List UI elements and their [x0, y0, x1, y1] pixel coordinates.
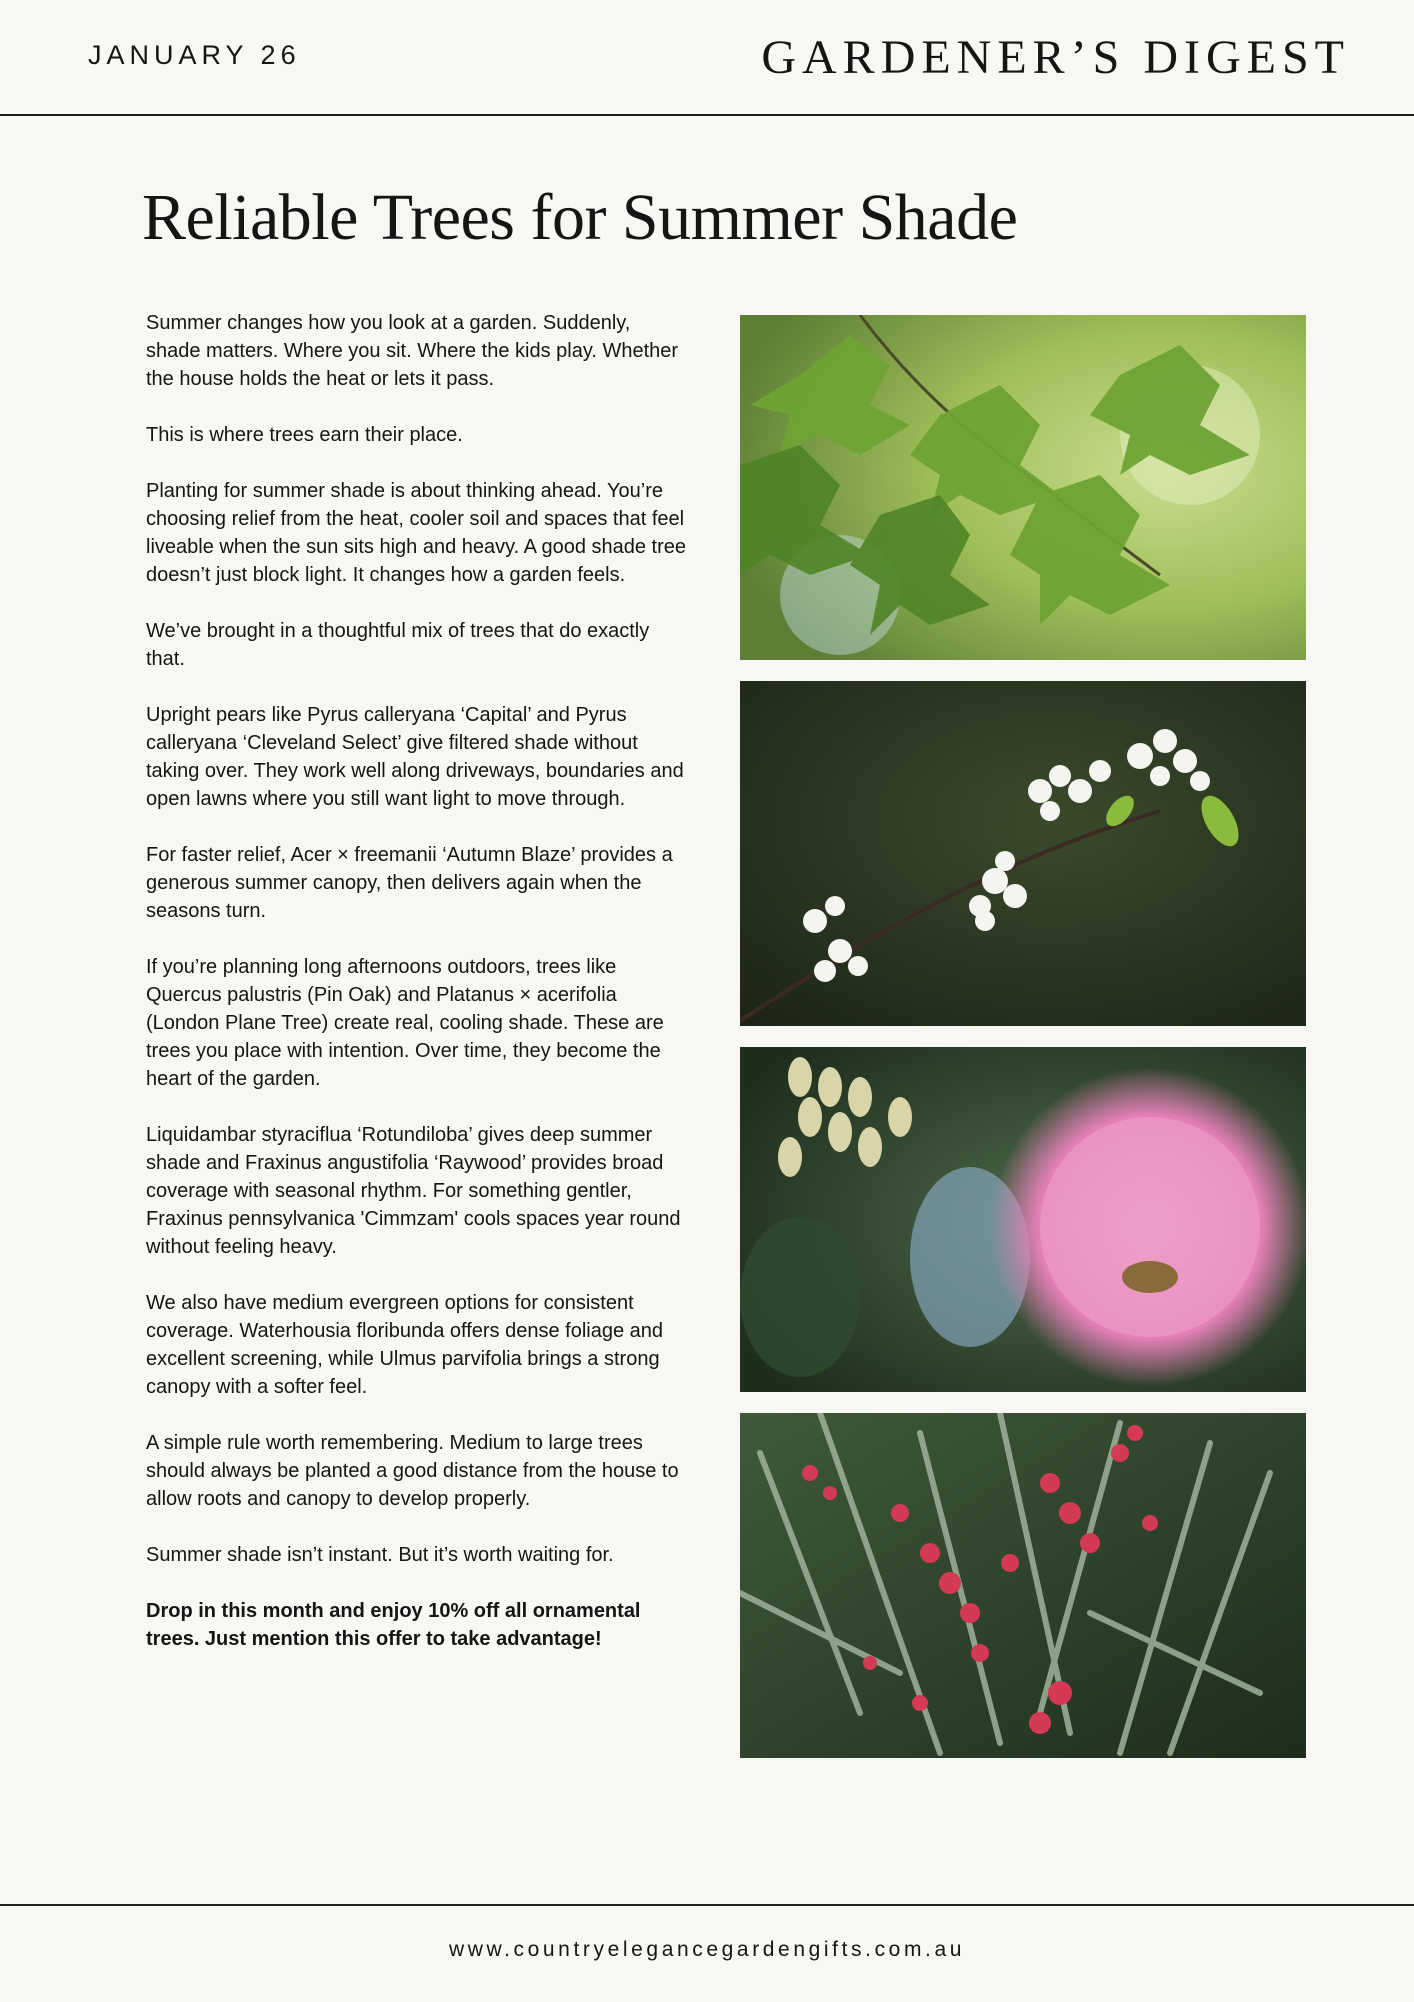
paragraph: Summer shade isn’t instant. But it’s worth waiting for.: [146, 1544, 614, 1566]
offer-text: Drop in this month and enjoy 10% off all ornamental trees. Just mention this offer to take advantage!: [146, 1600, 641, 1650]
pear-blossom-image: [740, 681, 1306, 1026]
paragraph: We’ve brought in a thoughtful mix of trees that do exactly that.: [146, 620, 650, 670]
oak-leaves-image: [740, 315, 1306, 660]
paragraph: Planting for summer shade is about thinking ahead. You’re choosing relief from the heat, cooler soil and spaces that feel liveable when the sun sits high and heavy. A good shade tree doesn’t just block light. It changes how a garden feels.: [146, 480, 687, 586]
paragraph: We also have medium evergreen options for consistent coverage. Waterhousia floribunda offers dense foliage and excellent screening, while Ulmus parvifolia brings a strong canopy with a softer feel.: [146, 1292, 664, 1398]
website-url: www.countryelegancegardengifts.com.au: [448, 1938, 966, 1961]
publication-title: GARDENER’S DIGEST: [761, 31, 1350, 84]
photo-oak-leaves: [740, 315, 1306, 660]
paragraph: For faster relief, Acer × freemanii ‘Autumn Blaze’ provides a generous summer canopy, then delivers again when the seasons turn.: [146, 844, 673, 922]
photo-pear-blossom: [740, 681, 1306, 1026]
page-footer: [0, 1904, 1414, 2002]
pink-blossom-image: [740, 1047, 1306, 1392]
paragraph: This is where trees earn their place.: [146, 424, 463, 446]
photo-column: [740, 315, 1306, 1779]
red-berries-image: [740, 1413, 1306, 1758]
article-title: Reliable Trees for Summer Shade: [142, 181, 1018, 254]
page-header: [0, 0, 1414, 116]
paragraph: Summer changes how you look at a garden. Suddenly, shade matters. Where you sit. Where the kids play. Whether the house holds the heat or lets it pass.: [146, 312, 679, 390]
issue-date: JANUARY 26: [88, 40, 301, 70]
article-body: [146, 309, 686, 1681]
paragraph: Upright pears like Pyrus calleryana ‘Capital’ and Pyrus calleryana ‘Cleveland Select’ give filtered shade without taking over. They work well along driveways, boundaries and open lawns where you still want light to move through.: [146, 704, 684, 810]
paragraph: Liquidambar styraciflua ‘Rotundiloba’ gives deep summer shade and Fraxinus angustifolia ‘Raywood’ provides broad coverage with seasonal rhythm. For something gentler, Fraxinus pennsylvanica 'Cimmzam' cools spaces year round without feeling heavy.: [146, 1124, 681, 1258]
photo-red-berries: [740, 1413, 1306, 1758]
photo-pink-blossom: [740, 1047, 1306, 1392]
paragraph: A simple rule worth remembering. Medium to large trees should always be planted a good distance from the house to allow roots and canopy to develop properly.: [146, 1432, 679, 1510]
paragraph: If you’re planning long afternoons outdoors, trees like Quercus palustris (Pin Oak) and Platanus × acerifolia (London Plane Tree) create real, cooling shade. These are trees you place with intention. Over time, they become the heart of the garden.: [146, 956, 664, 1090]
